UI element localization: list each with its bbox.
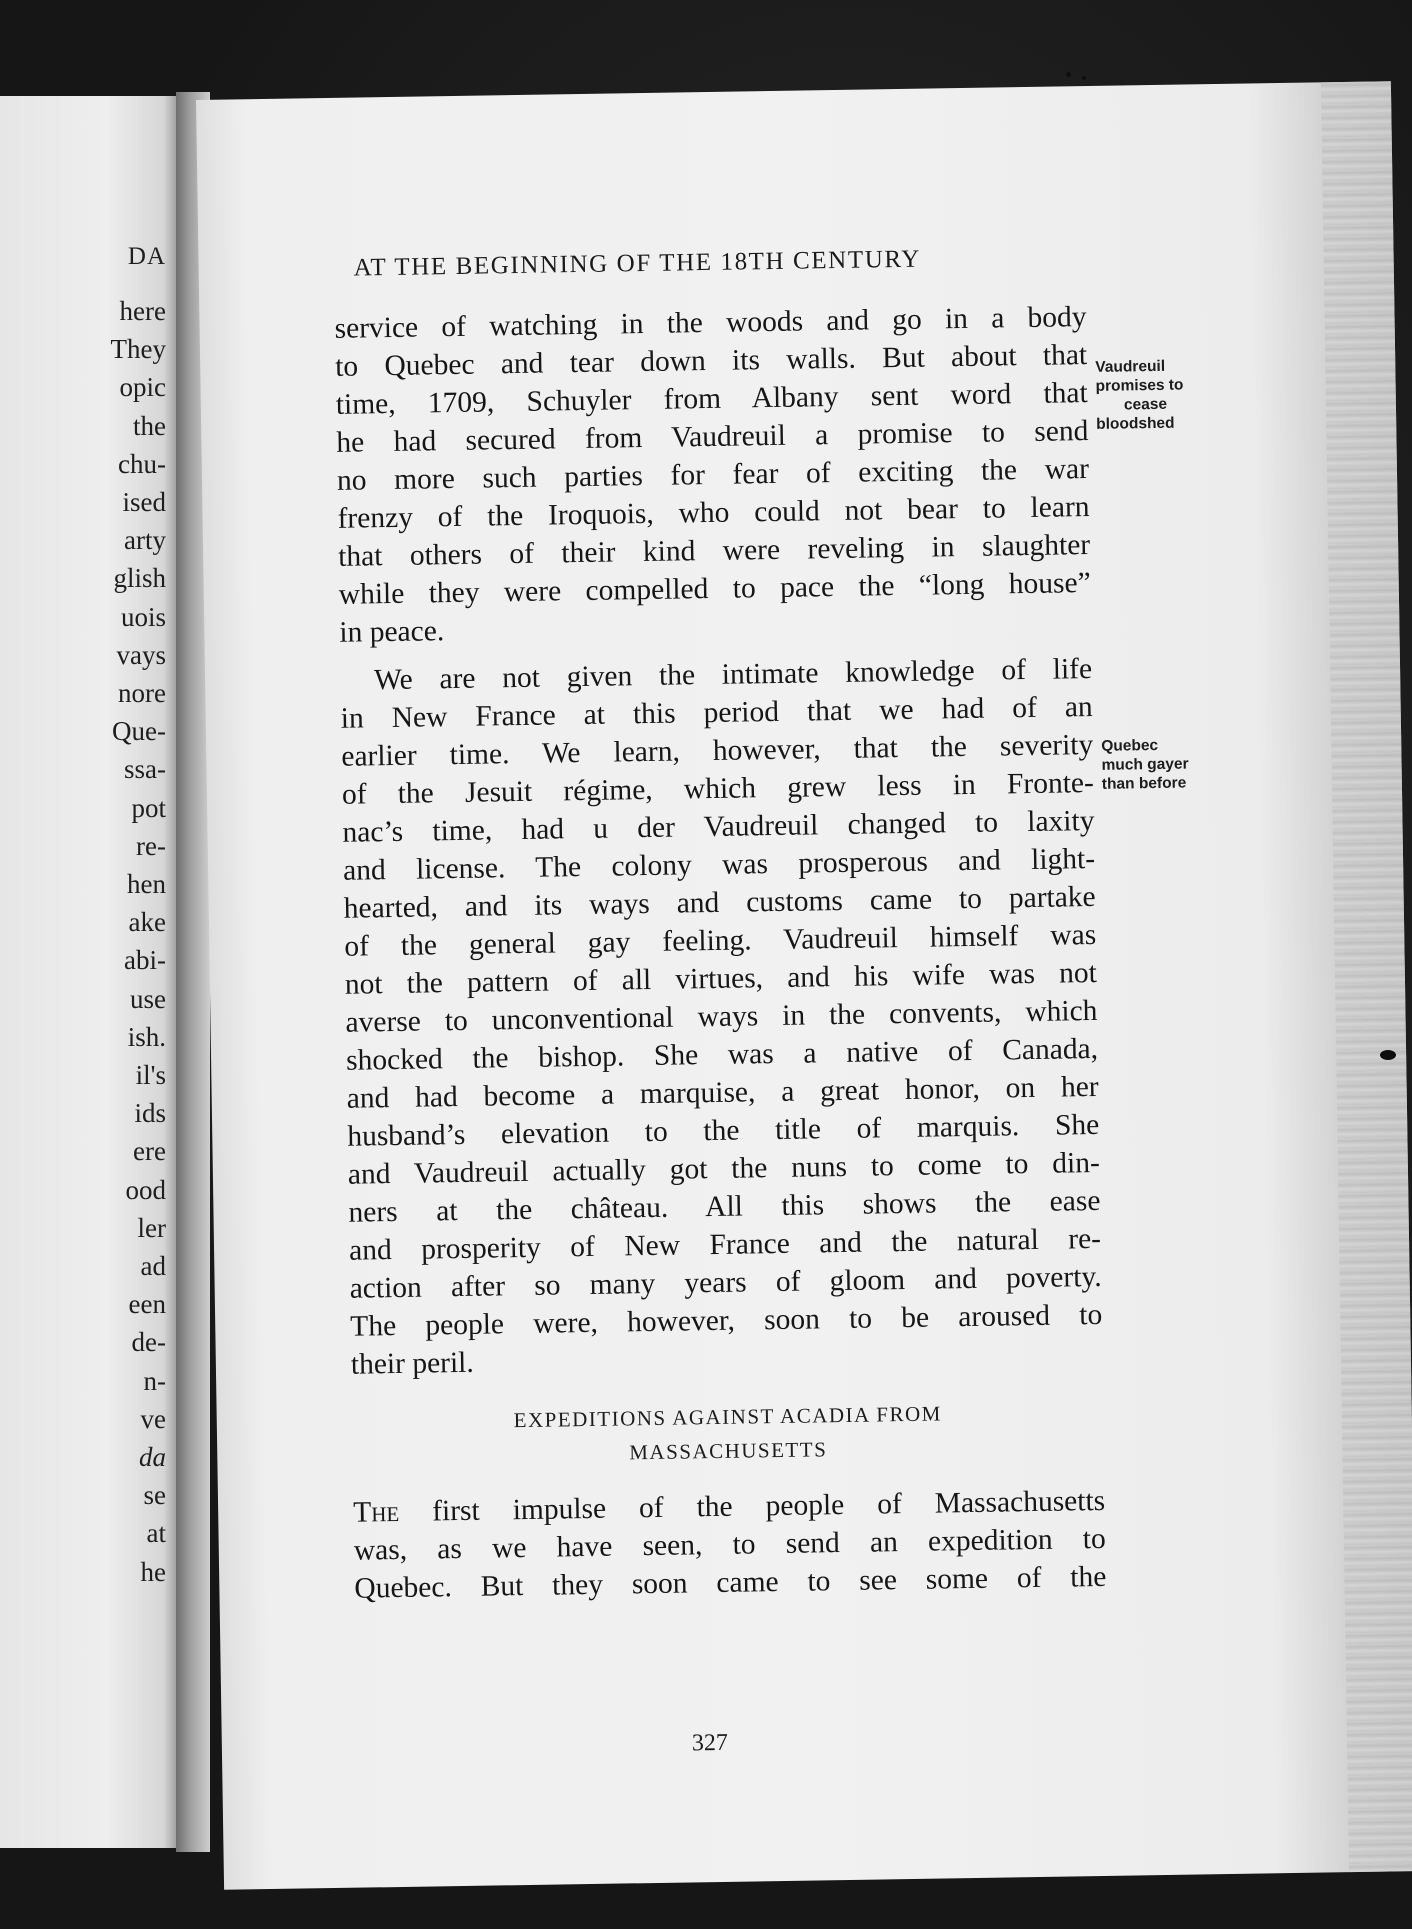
left-page-line-fragment: at: [146, 1518, 166, 1549]
text-line: service of watching in the woods and go in a body: [334, 301, 1087, 345]
left-page-line-fragment: abi-: [124, 945, 166, 976]
body-text: [334, 298, 1106, 1608]
section-heading-line-1: EXPEDITIONS AGAINST ACADIA FROM: [513, 1401, 943, 1433]
text-line: in New France at this period that we had of an: [340, 690, 1093, 735]
text-line: nac’s time, had u der Vaudreuil changed to laxity: [342, 804, 1095, 849]
section-heading-line-2: MASSACHUSETTS: [629, 1437, 828, 1465]
text-line: hearted, and its ways and customs came to partake: [343, 880, 1096, 925]
left-page-line-fragment: da: [139, 1442, 166, 1472]
text-line: in peace.: [339, 615, 445, 649]
left-page-line-fragment: de-: [131, 1327, 166, 1358]
scan-speck: [1082, 76, 1086, 80]
scan-speck: [1066, 72, 1071, 77]
text-line: that others of their kind were reveling in slaughter: [337, 529, 1091, 573]
text-line: averse to unconventional ways in the convents, which: [345, 994, 1098, 1039]
left-page-line-fragment: chu-: [118, 448, 166, 479]
left-page-line-fragment: nore: [118, 678, 166, 708]
text-line: action after so many years of gloom and poverty.: [349, 1260, 1102, 1305]
left-page-line-fragment: arty: [124, 525, 166, 556]
left-page-line-fragment: ood: [125, 1174, 166, 1205]
left-page-line-fragment: ish.: [127, 1021, 166, 1052]
left-page-line-fragment: pot: [131, 792, 166, 823]
text-line: of the Jesuit régime, which grew less in Fronte-: [341, 766, 1095, 811]
text-line: husband’s elevation to the title of marquis. She: [347, 1108, 1100, 1153]
left-page-line-fragment: ve: [140, 1403, 166, 1434]
left-page-line-fragment: vays: [116, 639, 166, 670]
text-line: while they were compelled to pace the “long house”: [338, 567, 1091, 611]
text-line: he had secured from Vaudreuil a promise to send: [336, 415, 1089, 459]
text-line: was, as we have seen, to send an expedition to: [353, 1522, 1106, 1567]
text-line: and license. The colony was prosperous and light-: [342, 842, 1096, 887]
text-line: earlier time. We learn, however, that the severity: [341, 728, 1094, 773]
left-page-header-fragment: DA: [127, 243, 166, 270]
marginal-note-vaudreuil: [1095, 356, 1246, 434]
left-page-line-fragment: n-: [143, 1365, 166, 1396]
left-page-edge: [0, 96, 178, 1848]
left-page-line-fragment: the: [133, 410, 166, 441]
text-line: frenzy of the Iroquois, who could not bear to learn: [337, 491, 1090, 535]
text-line: time, 1709, Schuyler from Albany sent word that: [335, 377, 1088, 421]
text-line: The people were, however, soon to be aroused to: [350, 1298, 1103, 1343]
marginal-note-line: bloodshed: [1096, 414, 1175, 433]
paragraph: [353, 1482, 1107, 1608]
marginal-note-line: cease: [1123, 395, 1168, 414]
left-page-line-fragment: re-: [136, 830, 166, 861]
left-page-line-fragment: opic: [119, 372, 166, 403]
left-page-line-fragment: ssa-: [124, 754, 166, 785]
left-page-line-fragment: glish: [113, 563, 166, 594]
left-page-line-fragment: il's: [135, 1060, 166, 1090]
left-page-line-fragment: uois: [120, 601, 166, 632]
text-line: and had become a marquise, a great honor, on her: [346, 1070, 1099, 1115]
marginal-note-line: than before: [1101, 774, 1187, 793]
text-line: We are not given the intimate knowledge of life: [373, 652, 1093, 697]
left-page-line-fragment: use: [130, 983, 166, 1014]
text-line: no more such parties for fear of exciting the war: [336, 453, 1090, 497]
text-line: to Quebec and tear down its walls. But about that: [334, 339, 1088, 383]
left-page-line-fragment: ids: [134, 1098, 166, 1129]
left-page-line-fragment: here: [119, 296, 166, 326]
left-page-line-fragment: ler: [137, 1212, 166, 1243]
first-line-rest: first impulse of the people of Massachusetts: [398, 1484, 1106, 1528]
left-page-line-fragment: he: [140, 1556, 166, 1587]
marginal-note-line: much gayer: [1101, 755, 1189, 774]
text-line: Quebec. But they soon came to see some of the: [354, 1560, 1107, 1605]
paragraph: [340, 650, 1103, 1384]
left-page-line-fragment: ised: [122, 487, 166, 517]
running-head: AT THE BEGINNING OF THE 18TH CENTURY: [353, 245, 922, 282]
marginal-note-line: Quebec: [1101, 736, 1159, 755]
left-page-line-fragment: hen: [127, 869, 166, 899]
paragraph: [334, 298, 1091, 652]
text-line: ners at the château. All this shows the ease: [348, 1184, 1101, 1229]
lead-word: The: [352, 1495, 400, 1529]
marginal-note-line: Vaudreuil: [1095, 357, 1166, 376]
left-page-line-fragment: ad: [140, 1251, 166, 1281]
left-page-line-fragment: een: [128, 1289, 166, 1320]
marginal-note-quebec: [1101, 735, 1252, 794]
text-line: shocked the bishop. She was a native of Canada,: [345, 1032, 1099, 1077]
page-number: 327: [691, 1729, 729, 1757]
marginal-note-line: promises to: [1095, 376, 1184, 395]
left-page-line-fragment: Que-: [112, 716, 166, 747]
text-line: of the general gay feeling. Vaudreuil himself was: [344, 918, 1097, 963]
text-line: not the pattern of all virtues, and his wife was not: [344, 956, 1098, 1001]
left-page-line-fragment: ere: [133, 1136, 166, 1167]
text-line: their peril.: [350, 1346, 474, 1381]
left-page-line-fragment: se: [143, 1480, 166, 1511]
text-line: and prosperity of New France and the natural re-: [348, 1222, 1102, 1267]
book-page: [196, 81, 1412, 1890]
scan-speck: [1380, 1050, 1396, 1060]
left-page-line-fragment: ake: [128, 907, 166, 938]
left-page-line-fragment: They: [110, 334, 166, 365]
text-line: and Vaudreuil actually got the nuns to come to din-: [347, 1146, 1101, 1191]
